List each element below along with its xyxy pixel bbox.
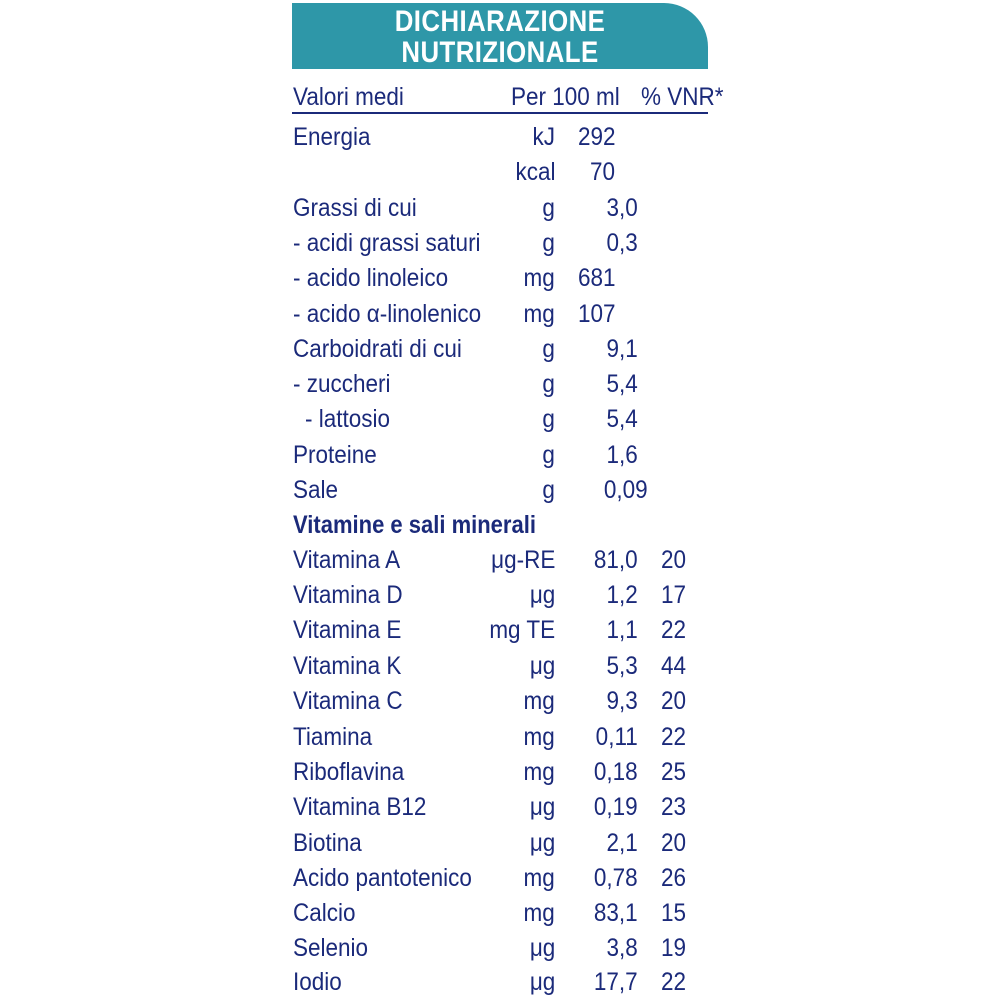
- vitamin-name: Vitamina E: [293, 616, 402, 644]
- nutrient-value: 0,09: [604, 476, 648, 504]
- nutrient-value: 292: [578, 123, 616, 151]
- nutrient-name: Carboidrati di cui: [293, 335, 462, 363]
- section-title-vitamins: Vitamine e sali minerali: [293, 511, 536, 539]
- vitamin-vnr: 19: [661, 934, 687, 962]
- vitamin-unit: mg: [523, 687, 555, 715]
- vitamin-value: 3,8: [606, 934, 638, 962]
- vitamin-name: Biotina: [293, 829, 362, 857]
- vitamin-row: [0, 931, 1000, 965]
- vitamin-vnr: 15: [661, 899, 687, 927]
- vitamin-row: [0, 896, 1000, 930]
- nutrient-row: [0, 226, 1000, 260]
- vitamin-value: 9,3: [606, 687, 638, 715]
- vitamin-name: Acido pantotenico: [293, 864, 472, 892]
- vitamin-unit: mg: [523, 758, 555, 786]
- vitamin-vnr: 22: [661, 616, 687, 644]
- nutrient-name: Energia: [293, 123, 371, 151]
- vitamin-row: [0, 861, 1000, 895]
- nutrient-name: Sale: [293, 476, 339, 504]
- nutrient-row: [0, 332, 1000, 366]
- nutrient-unit: g: [542, 194, 555, 222]
- vitamin-vnr: 22: [661, 723, 687, 751]
- vitamin-value: 1,2: [606, 581, 638, 609]
- vitamin-unit: μg-RE: [490, 546, 555, 574]
- vitamin-vnr: 20: [661, 829, 687, 857]
- vitamin-unit: μg: [529, 793, 555, 821]
- nutrient-value: 107: [578, 300, 616, 328]
- nutrient-value: 1,6: [606, 441, 638, 469]
- vitamin-vnr: 20: [661, 687, 687, 715]
- vitamin-row: [0, 965, 1000, 999]
- vitamin-row: [0, 613, 1000, 647]
- vitamin-vnr: 25: [661, 758, 687, 786]
- vitamin-unit: μg: [529, 968, 555, 996]
- vitamin-value: 0,18: [594, 758, 638, 786]
- vitamin-row: [0, 543, 1000, 577]
- nutrient-unit: g: [542, 441, 555, 469]
- header-vnr: % VNR*: [641, 83, 724, 111]
- nutrient-unit: kcal: [514, 158, 555, 186]
- nutrient-value: 9,1: [606, 335, 638, 363]
- header-per-100ml: Per 100 ml: [511, 83, 620, 111]
- vitamin-name: Iodio: [293, 968, 342, 996]
- vitamin-value: 0,19: [594, 793, 638, 821]
- vitamin-vnr: 17: [661, 581, 687, 609]
- title-line-1: DICHIARAZIONE: [394, 5, 606, 38]
- nutrient-unit: kJ: [532, 123, 555, 151]
- vitamin-row: [0, 578, 1000, 612]
- nutrient-row: [0, 438, 1000, 472]
- vitamin-unit: mg: [523, 899, 555, 927]
- nutrient-row: [0, 297, 1000, 331]
- nutrient-row: [0, 261, 1000, 295]
- vitamin-row: [0, 720, 1000, 754]
- nutrient-name: - lattosio: [305, 405, 391, 433]
- title-banner: [292, 3, 708, 69]
- nutrient-row: [0, 155, 1000, 189]
- nutrient-unit: mg: [523, 300, 555, 328]
- nutrient-name: - zuccheri: [293, 370, 391, 398]
- nutrient-name: - acido α-linolenico: [293, 300, 482, 328]
- vitamin-value: 5,3: [606, 652, 638, 680]
- vitamin-name: Vitamina A: [293, 546, 401, 574]
- nutrient-unit: g: [542, 335, 555, 363]
- vitamin-unit: μg: [529, 581, 555, 609]
- vitamin-name: Tiamina: [293, 723, 373, 751]
- vitamin-name: Vitamina K: [293, 652, 402, 680]
- vitamin-value: 1,1: [606, 616, 638, 644]
- vitamin-row: [0, 755, 1000, 789]
- vitamin-value: 0,78: [594, 864, 638, 892]
- nutrient-value: 3,0: [606, 194, 638, 222]
- vitamin-name: Vitamina C: [293, 687, 403, 715]
- vitamin-name: Vitamina B12: [293, 793, 427, 821]
- vitamin-vnr: 20: [661, 546, 687, 574]
- vitamin-name: Calcio: [293, 899, 356, 927]
- nutrient-unit: g: [542, 370, 555, 398]
- nutrient-unit: g: [542, 476, 555, 504]
- vitamin-vnr: 23: [661, 793, 687, 821]
- vitamin-unit: mg TE: [489, 616, 555, 644]
- nutrient-name: - acidi grassi saturi: [293, 229, 481, 257]
- nutrient-value: 5,4: [606, 405, 638, 433]
- vitamin-vnr: 26: [661, 864, 687, 892]
- vitamin-name: Selenio: [293, 934, 369, 962]
- nutrient-name: - acido linoleico: [293, 264, 449, 292]
- vitamin-value: 83,1: [594, 899, 638, 927]
- vitamin-value: 17,7: [594, 968, 638, 996]
- nutrient-row: [0, 367, 1000, 401]
- vitamin-row: [0, 826, 1000, 860]
- nutrient-value: 70: [590, 158, 616, 186]
- vitamin-value: 0,11: [595, 723, 638, 751]
- vitamin-row: [0, 684, 1000, 718]
- nutrient-value: 0,3: [606, 229, 638, 257]
- vitamin-name: Riboflavina: [293, 758, 405, 786]
- vitamin-row: [0, 790, 1000, 824]
- vitamin-unit: μg: [529, 934, 555, 962]
- nutrient-unit: g: [542, 229, 555, 257]
- nutrient-row: [0, 120, 1000, 154]
- nutrient-unit: g: [542, 405, 555, 433]
- title-line-2: NUTRIZIONALE: [401, 36, 599, 69]
- nutrient-row: [0, 402, 1000, 436]
- vitamin-name: Vitamina D: [293, 581, 403, 609]
- vitamin-vnr: 44: [661, 652, 687, 680]
- nutrient-unit: mg: [523, 264, 555, 292]
- nutrient-name: Proteine: [293, 441, 377, 469]
- vitamin-value: 81,0: [594, 546, 638, 574]
- nutrient-name: Grassi di cui: [293, 194, 417, 222]
- vitamin-row: [0, 649, 1000, 683]
- vitamin-unit: μg: [529, 829, 555, 857]
- vitamin-vnr: 22: [661, 968, 687, 996]
- nutrient-row: [0, 191, 1000, 225]
- vitamin-unit: mg: [523, 864, 555, 892]
- nutrient-row: [0, 473, 1000, 507]
- nutrient-value: 681: [578, 264, 616, 292]
- vitamin-value: 2,1: [606, 829, 638, 857]
- nutrient-value: 5,4: [606, 370, 638, 398]
- header-valori-medi: Valori medi: [293, 83, 404, 111]
- vitamin-unit: μg: [529, 652, 555, 680]
- vitamin-unit: mg: [523, 723, 555, 751]
- header-divider: [292, 112, 708, 114]
